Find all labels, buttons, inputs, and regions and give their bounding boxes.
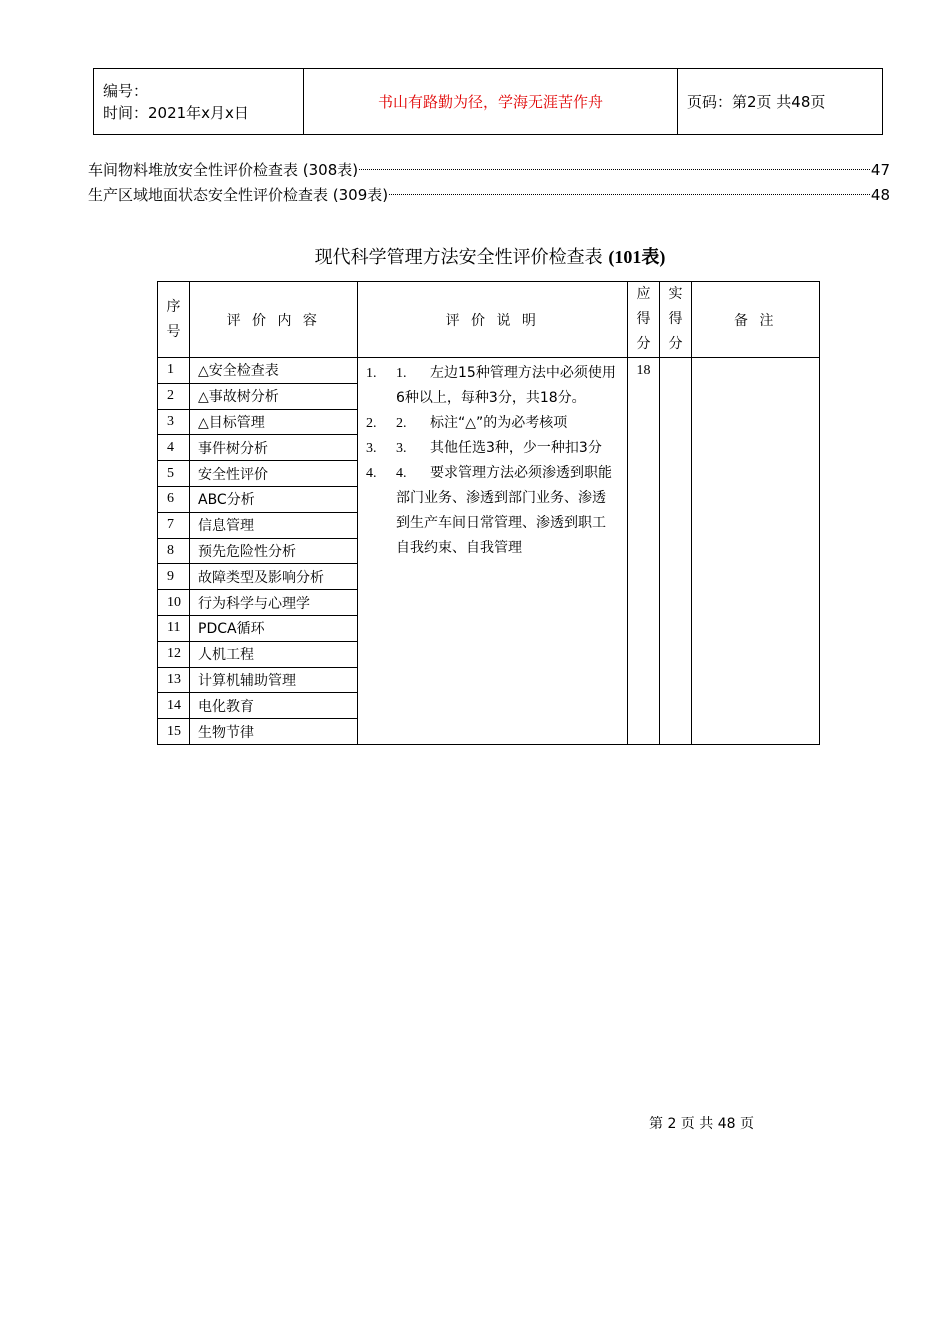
row-number: 3 [158,409,190,435]
page-footer: 第 2 页 共 48 页 [649,1116,754,1132]
col-header-explanation: 评 价 说 明 [358,282,628,358]
row-item: 行为科学与心理学 [190,590,358,616]
header-motto: 书山有路勤为径，学海无涯苦作舟 [304,69,678,135]
table-title-suffix: (101表) [608,247,666,267]
explanation-text-wrap [396,461,619,561]
header-page-label: 页码：第2页 共48页 [678,69,883,135]
should-score-value: 18 [628,358,660,745]
row-number: 1 [158,358,190,384]
row-number: 11 [158,615,190,641]
document-time-label: 时间：2021年x月x日 [103,103,249,122]
table-header-row [158,282,820,358]
explanation-text-wrap [396,361,619,411]
col-header-should-score-char: 分 [636,336,651,352]
explanation-sub-number: 3. [396,441,407,456]
col-header-content: 评 价 内 容 [190,282,358,358]
table-row [158,358,820,384]
col-header-seq-char: 号 [166,323,181,340]
toc-entry-title: 生产区域地面状态安全性评价检查表 (309表) [88,186,389,204]
row-item: 信息管理 [190,512,358,538]
row-item: 生物节律 [190,719,358,745]
toc-entry-title: 车间物料堆放安全性评价检查表 (308表) [88,161,359,179]
row-number: 12 [158,641,190,667]
explanation-item [366,436,619,461]
col-header-actual-score-char: 得 [668,311,683,327]
row-number: 13 [158,667,190,693]
col-header-should-score-char: 应 [636,286,651,302]
row-number: 6 [158,486,190,512]
row-item: 人机工程 [190,641,358,667]
table-title-text: 现代科学管理方法安全性评价检查表 [314,247,603,268]
explanation-text: 标注“△”的为必考核项 [430,415,568,431]
header-meta [94,69,304,135]
explanation-number: 1. [366,366,377,381]
explanation-number: 2. [366,416,377,431]
row-item: ABC分析 [190,486,358,512]
explanation-number: 4. [366,466,377,481]
explanation-text: 要求管理方法必须渗透到职能部门业务、渗透到部门业务、渗透到生产车间日常管理、渗透到职工自我约束、自我管理 [396,465,612,556]
col-header-actual-score-char: 分 [668,336,683,352]
row-number: 14 [158,693,190,719]
explanation-number: 3. [366,441,377,456]
row-item: △目标管理 [190,409,358,435]
explanation-sub-number: 1. [396,366,407,381]
explanation-text-wrap [396,436,619,461]
col-header-should-score-char: 得 [636,311,651,327]
row-number: 10 [158,590,190,616]
toc-entry[interactable] [88,183,890,207]
col-header-actual-score-char: 实 [668,286,683,302]
col-header-actual-score [660,282,692,358]
col-header-remarks: 备 注 [692,282,820,358]
col-header-seq [158,282,190,358]
explanation-text: 其他任选3种，少一种扣3分 [430,440,602,456]
explanation-sub-number: 4. [396,466,407,481]
explanation-text-wrap [396,411,619,436]
toc-leader-dots [389,194,870,195]
row-number: 5 [158,461,190,487]
explanation-text: 左边15种管理方法中必须使用6种以上，每种3分，共18分。 [396,365,616,406]
row-item: 计算机辅助管理 [190,667,358,693]
explanation-item [366,461,619,561]
row-number: 4 [158,435,190,461]
row-item: △事故树分析 [190,383,358,409]
explanation-item [366,411,619,436]
toc-entry-page: 48 [870,186,890,204]
row-number: 9 [158,564,190,590]
row-item: △安全检查表 [190,358,358,384]
row-number: 7 [158,512,190,538]
row-number: 8 [158,538,190,564]
row-item: 事件树分析 [190,435,358,461]
row-item: 电化教育 [190,693,358,719]
toc-entry[interactable] [88,158,890,182]
remarks-cell[interactable] [692,358,820,745]
document-number-label: 编号： [103,81,149,100]
evaluation-table [157,281,820,745]
col-header-should-score [628,282,660,358]
row-item: 预先危险性分析 [190,538,358,564]
row-number: 2 [158,383,190,409]
document-header [93,68,883,135]
toc-leader-dots [359,169,870,170]
table-title [0,243,950,269]
col-header-seq-char: 序 [166,298,181,315]
actual-score-cell[interactable] [660,358,692,745]
toc-entry-page: 47 [870,161,890,179]
explanation-sub-number: 2. [396,416,407,431]
row-item: 安全性评价 [190,461,358,487]
row-number: 15 [158,719,190,745]
row-item: 故障类型及影响分析 [190,564,358,590]
explanation-cell [358,358,628,745]
explanation-item [366,361,619,411]
row-item: PDCA循环 [190,615,358,641]
